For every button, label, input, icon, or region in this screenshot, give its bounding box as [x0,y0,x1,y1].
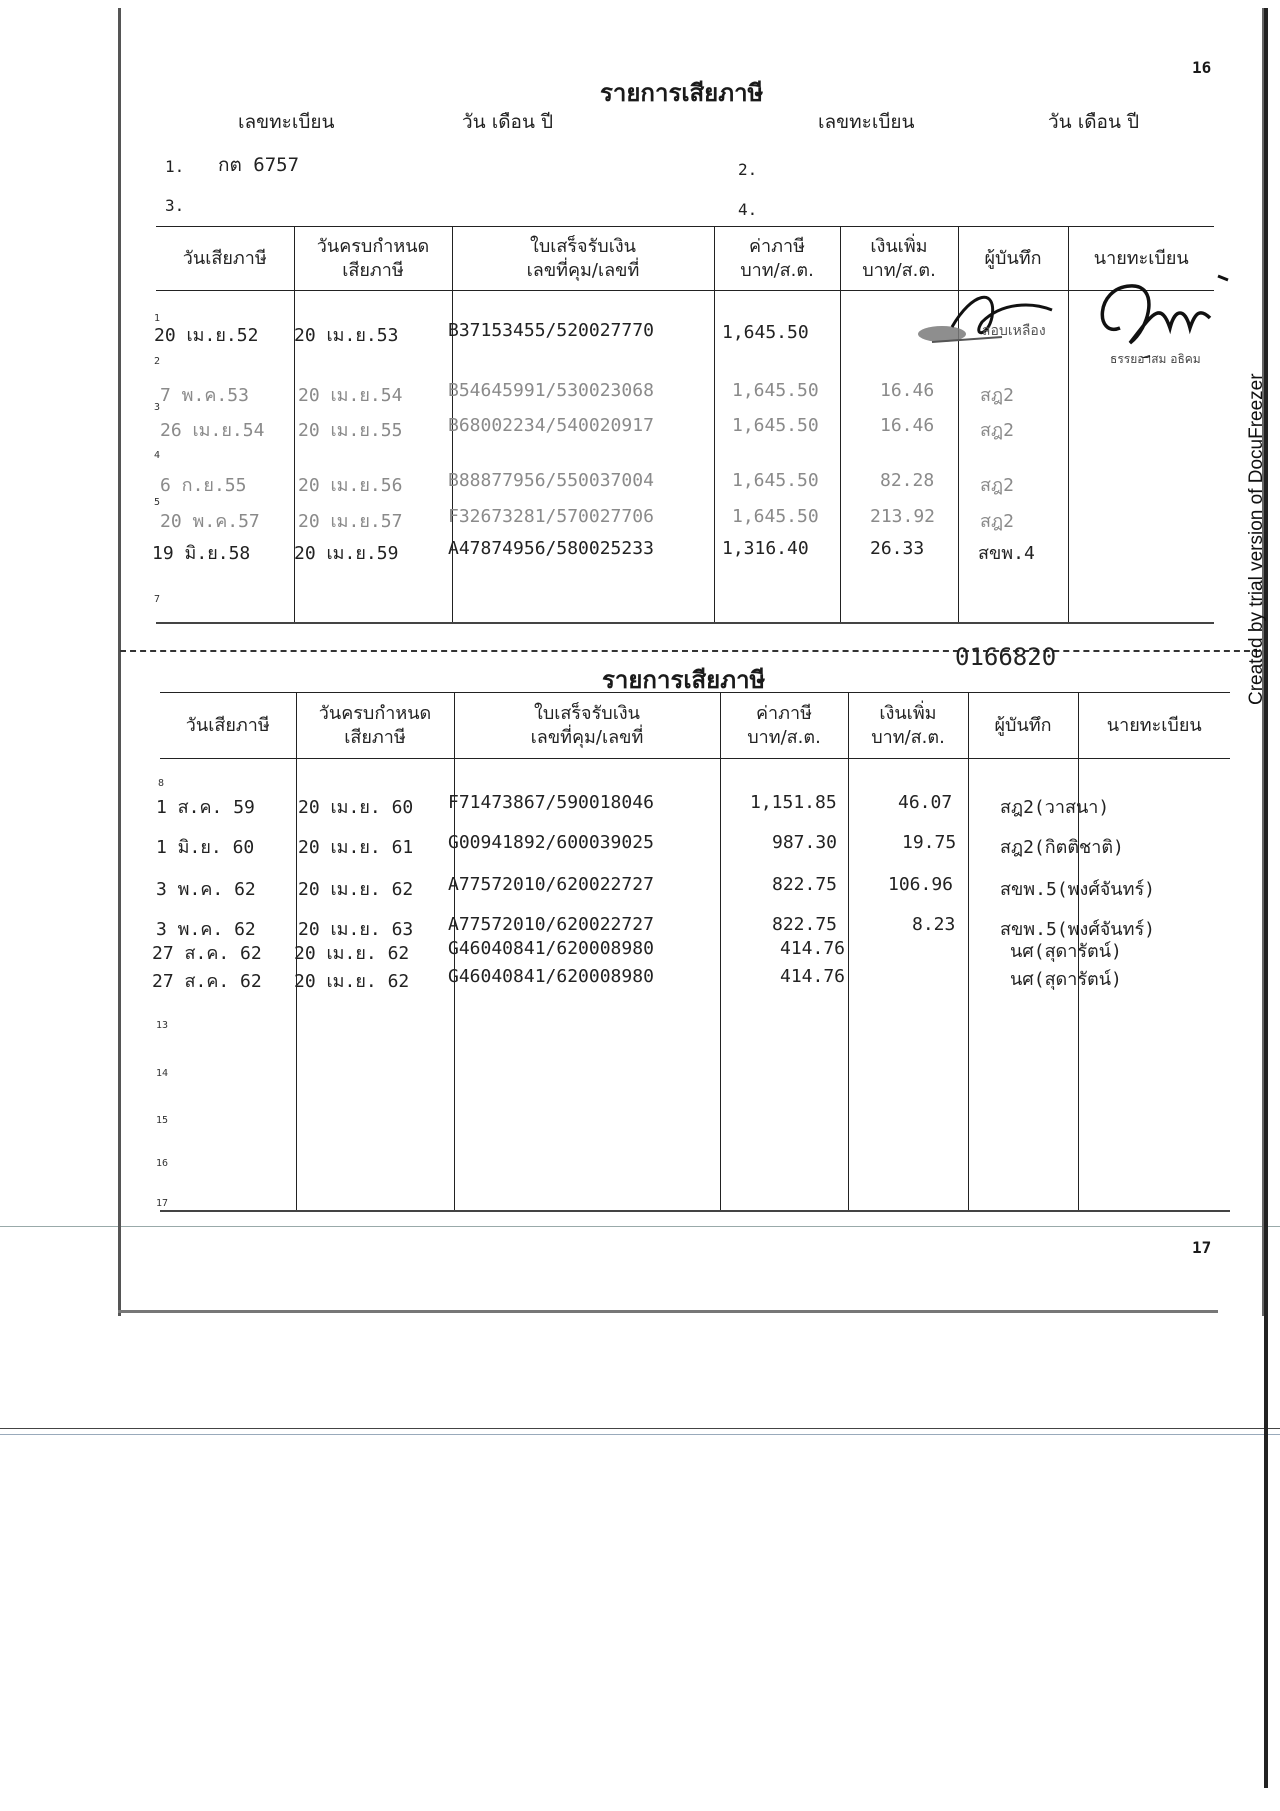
row-tax: 822.75 [772,914,838,935]
row-due-date: 20 เม.ย. 62 [294,971,410,992]
col-header-tax: ค่าภาษี บาท/ส.ต. [720,693,848,759]
row-tax: 987.30 [772,832,838,853]
row-recorder: สฎ2 [980,420,1014,441]
row-recorder: นศ(สุดารัตน์) [1010,941,1122,962]
col-header-tax: ค่าภาษี บาท/ส.ต. [714,227,840,291]
row-number: 14 [156,1068,169,1079]
row-surcharge: 46.07 [898,792,953,813]
row-recorder: สฎ2(วาสนา) [1000,797,1110,818]
row-due-date: 20 เม.ย. 62 [298,879,414,900]
row-surcharge: 213.92 [870,506,936,527]
row-number: 1 [154,313,161,324]
col-header-recorder: ผู้บันทึก [968,693,1078,759]
stamp-text: สอบเหลือง [982,323,1046,339]
reg-number-4: 4. [738,200,758,219]
row-due-date: 20 เม.ย. 61 [298,837,414,858]
row-tax: 1,645.50 [732,415,819,436]
registrar-name: ธรรยอาสม อธิคม [1110,352,1201,366]
row-surcharge: 8.23 [912,914,956,935]
row-tax: 1,645.50 [732,506,819,527]
page-bottom-edge [118,1310,1218,1313]
row-tax: 414.76 [780,938,846,959]
row-due-date: 20 เม.ย. 63 [298,919,414,940]
row-due-date: 20 เม.ย. 60 [298,797,414,818]
row-receipt: B54645991/530023068 [448,380,654,401]
row-receipt: A47874956/580025233 [448,538,654,559]
row-receipt: A77572010/620022727 [448,874,654,895]
col-header-registrar: นายทะเบียน [1068,227,1214,291]
row-receipt: G46040841/620008980 [448,966,654,987]
row-receipt: G00941892/600039025 [448,832,654,853]
col-header-receipt: ใบเสร็จรับเงิน เลขที่คุม/เลขที่ [454,693,720,759]
book-spine-edge [1264,8,1268,1788]
row-recorder: นศ(สุดารัตน์) [1010,969,1122,990]
reg-label-left: เลขทะเบียน [238,111,335,133]
reg-number-2: 2. [738,160,758,179]
row-number: 13 [156,1020,169,1031]
signature-graphic [1090,268,1240,358]
row-surcharge: 16.46 [880,415,935,436]
scan-artifact-line [0,1428,1280,1429]
row-pay-date: 26 เม.ย.54 [160,420,265,441]
serial-number: 0166820 [955,643,1057,671]
row-tax: 414.76 [780,966,846,987]
row-recorder: สฎ2(กิตติชาติ) [1000,837,1124,858]
table-bottom-line [160,1210,1230,1212]
row-surcharge: 19.75 [902,832,957,853]
page-divider [120,650,1260,652]
row-pay-date: 27 ส.ค. 62 [152,943,262,964]
row-tax: 1,645.50 [732,380,819,401]
row-pay-date: 7 พ.ค.53 [160,385,249,406]
row-due-date: 20 เม.ย.56 [298,475,403,496]
row-tax: 822.75 [772,874,838,895]
page-number-bottom: 17 [1192,1238,1212,1257]
row-surcharge: 106.96 [888,874,954,895]
col-header-pay-date: วันเสียภาษี [156,227,294,291]
row-due-date: 20 เม.ย.59 [294,543,399,564]
page-title-bottom: รายการเสียภาษี [602,665,766,694]
row-number: 2 [154,356,161,367]
row-surcharge: 82.28 [880,470,935,491]
row-receipt: F32673281/570027706 [448,506,654,527]
row-pay-date: 3 พ.ค. 62 [156,919,256,940]
registrar-signature [1090,268,1240,366]
page-number-top: 16 [1192,58,1212,77]
row-pay-date: 1 ส.ค. 59 [156,797,255,818]
row-recorder: สฎ2 [980,475,1014,496]
row-tax: 1,316.40 [722,538,809,559]
row-pay-date: 19 มิ.ย.58 [152,543,251,564]
recorder-stamp [912,282,1102,356]
col-header-surcharge: เงินเพิ่ม บาท/ส.ต. [840,227,958,291]
row-tax: 1,645.50 [732,470,819,491]
row-receipt: F71473867/590018046 [448,792,654,813]
col-header-pay-date: วันเสียภาษี [160,693,296,759]
row-number: 4 [154,450,161,461]
col-header-recorder: ผู้บันทึก [958,227,1068,291]
col-header-due-date: วันครบกำหนด เสียภาษี [294,227,452,291]
table-bottom-line [156,622,1214,624]
row-due-date: 20 เม.ย.55 [298,420,403,441]
row-pay-date: 20 พ.ค.57 [160,511,260,532]
page-left-edge [118,8,121,1316]
page-title-top: รายการเสียภาษี [600,78,764,107]
row-number: 7 [154,594,161,605]
row-number: 8 [158,778,165,789]
reg-value-1: กต 6757 [218,154,300,176]
row-due-date: 20 เม.ย. 62 [294,943,410,964]
row-tax: 1,645.50 [722,322,809,343]
row-due-date: 20 เม.ย.54 [298,385,403,406]
row-recorder: สขพ.5(พงศ์จันทร์) [1000,879,1155,900]
col-header-due-date: วันครบกำหนด เสียภาษี [296,693,454,759]
row-number: 16 [156,1158,169,1169]
row-recorder: สฎ2 [980,385,1014,406]
reg-number-3: 3. [165,196,185,215]
row-pay-date: 6 ก.ย.55 [160,475,247,496]
watermark-text: Created by trial version of DocuFreezer [1246,373,1267,705]
row-recorder: สฎ2 [980,511,1014,532]
col-header-receipt: ใบเสร็จรับเงิน เลขที่คุม/เลขที่ [452,227,714,291]
reg-label-right: เลขทะเบียน [818,111,915,133]
date-label-right: วัน เดือน ปี [1048,111,1140,133]
reg-number-1: 1. [165,157,185,176]
row-pay-date: 20 เม.ย.52 [154,325,259,346]
date-label-left: วัน เดือน ปี [462,111,554,133]
row-surcharge: 26.33 [870,538,925,559]
row-tax: 1,151.85 [750,792,837,813]
scan-artifact-line [0,1226,1280,1227]
row-due-date: 20 เม.ย.57 [298,511,403,532]
col-header-registrar: นายทะเบียน [1078,693,1230,759]
row-receipt: B88877956/550037004 [448,470,654,491]
row-pay-date: 3 พ.ค. 62 [156,879,256,900]
row-pay-date: 1 มิ.ย. 60 [156,837,255,858]
col-header-surcharge: เงินเพิ่ม บาท/ส.ต. [848,693,968,759]
scan-artifact-line [0,1434,1280,1435]
row-receipt: A77572010/620022727 [448,914,654,935]
row-pay-date: 27 ส.ค. 62 [152,971,262,992]
row-number: 15 [156,1115,169,1126]
row-due-date: 20 เม.ย.53 [294,325,399,346]
row-number: 3 [154,402,161,413]
row-number: 17 [156,1198,169,1209]
row-surcharge: 16.46 [880,380,935,401]
row-receipt: B68002234/540020917 [448,415,654,436]
row-receipt: B37153455/520027770 [448,320,654,341]
row-receipt: G46040841/620008980 [448,938,654,959]
row-recorder: สขพ.4 [978,543,1035,564]
row-recorder: สขพ.5(พงศ์จันทร์) [1000,919,1155,940]
row-number: 5 [154,497,161,508]
